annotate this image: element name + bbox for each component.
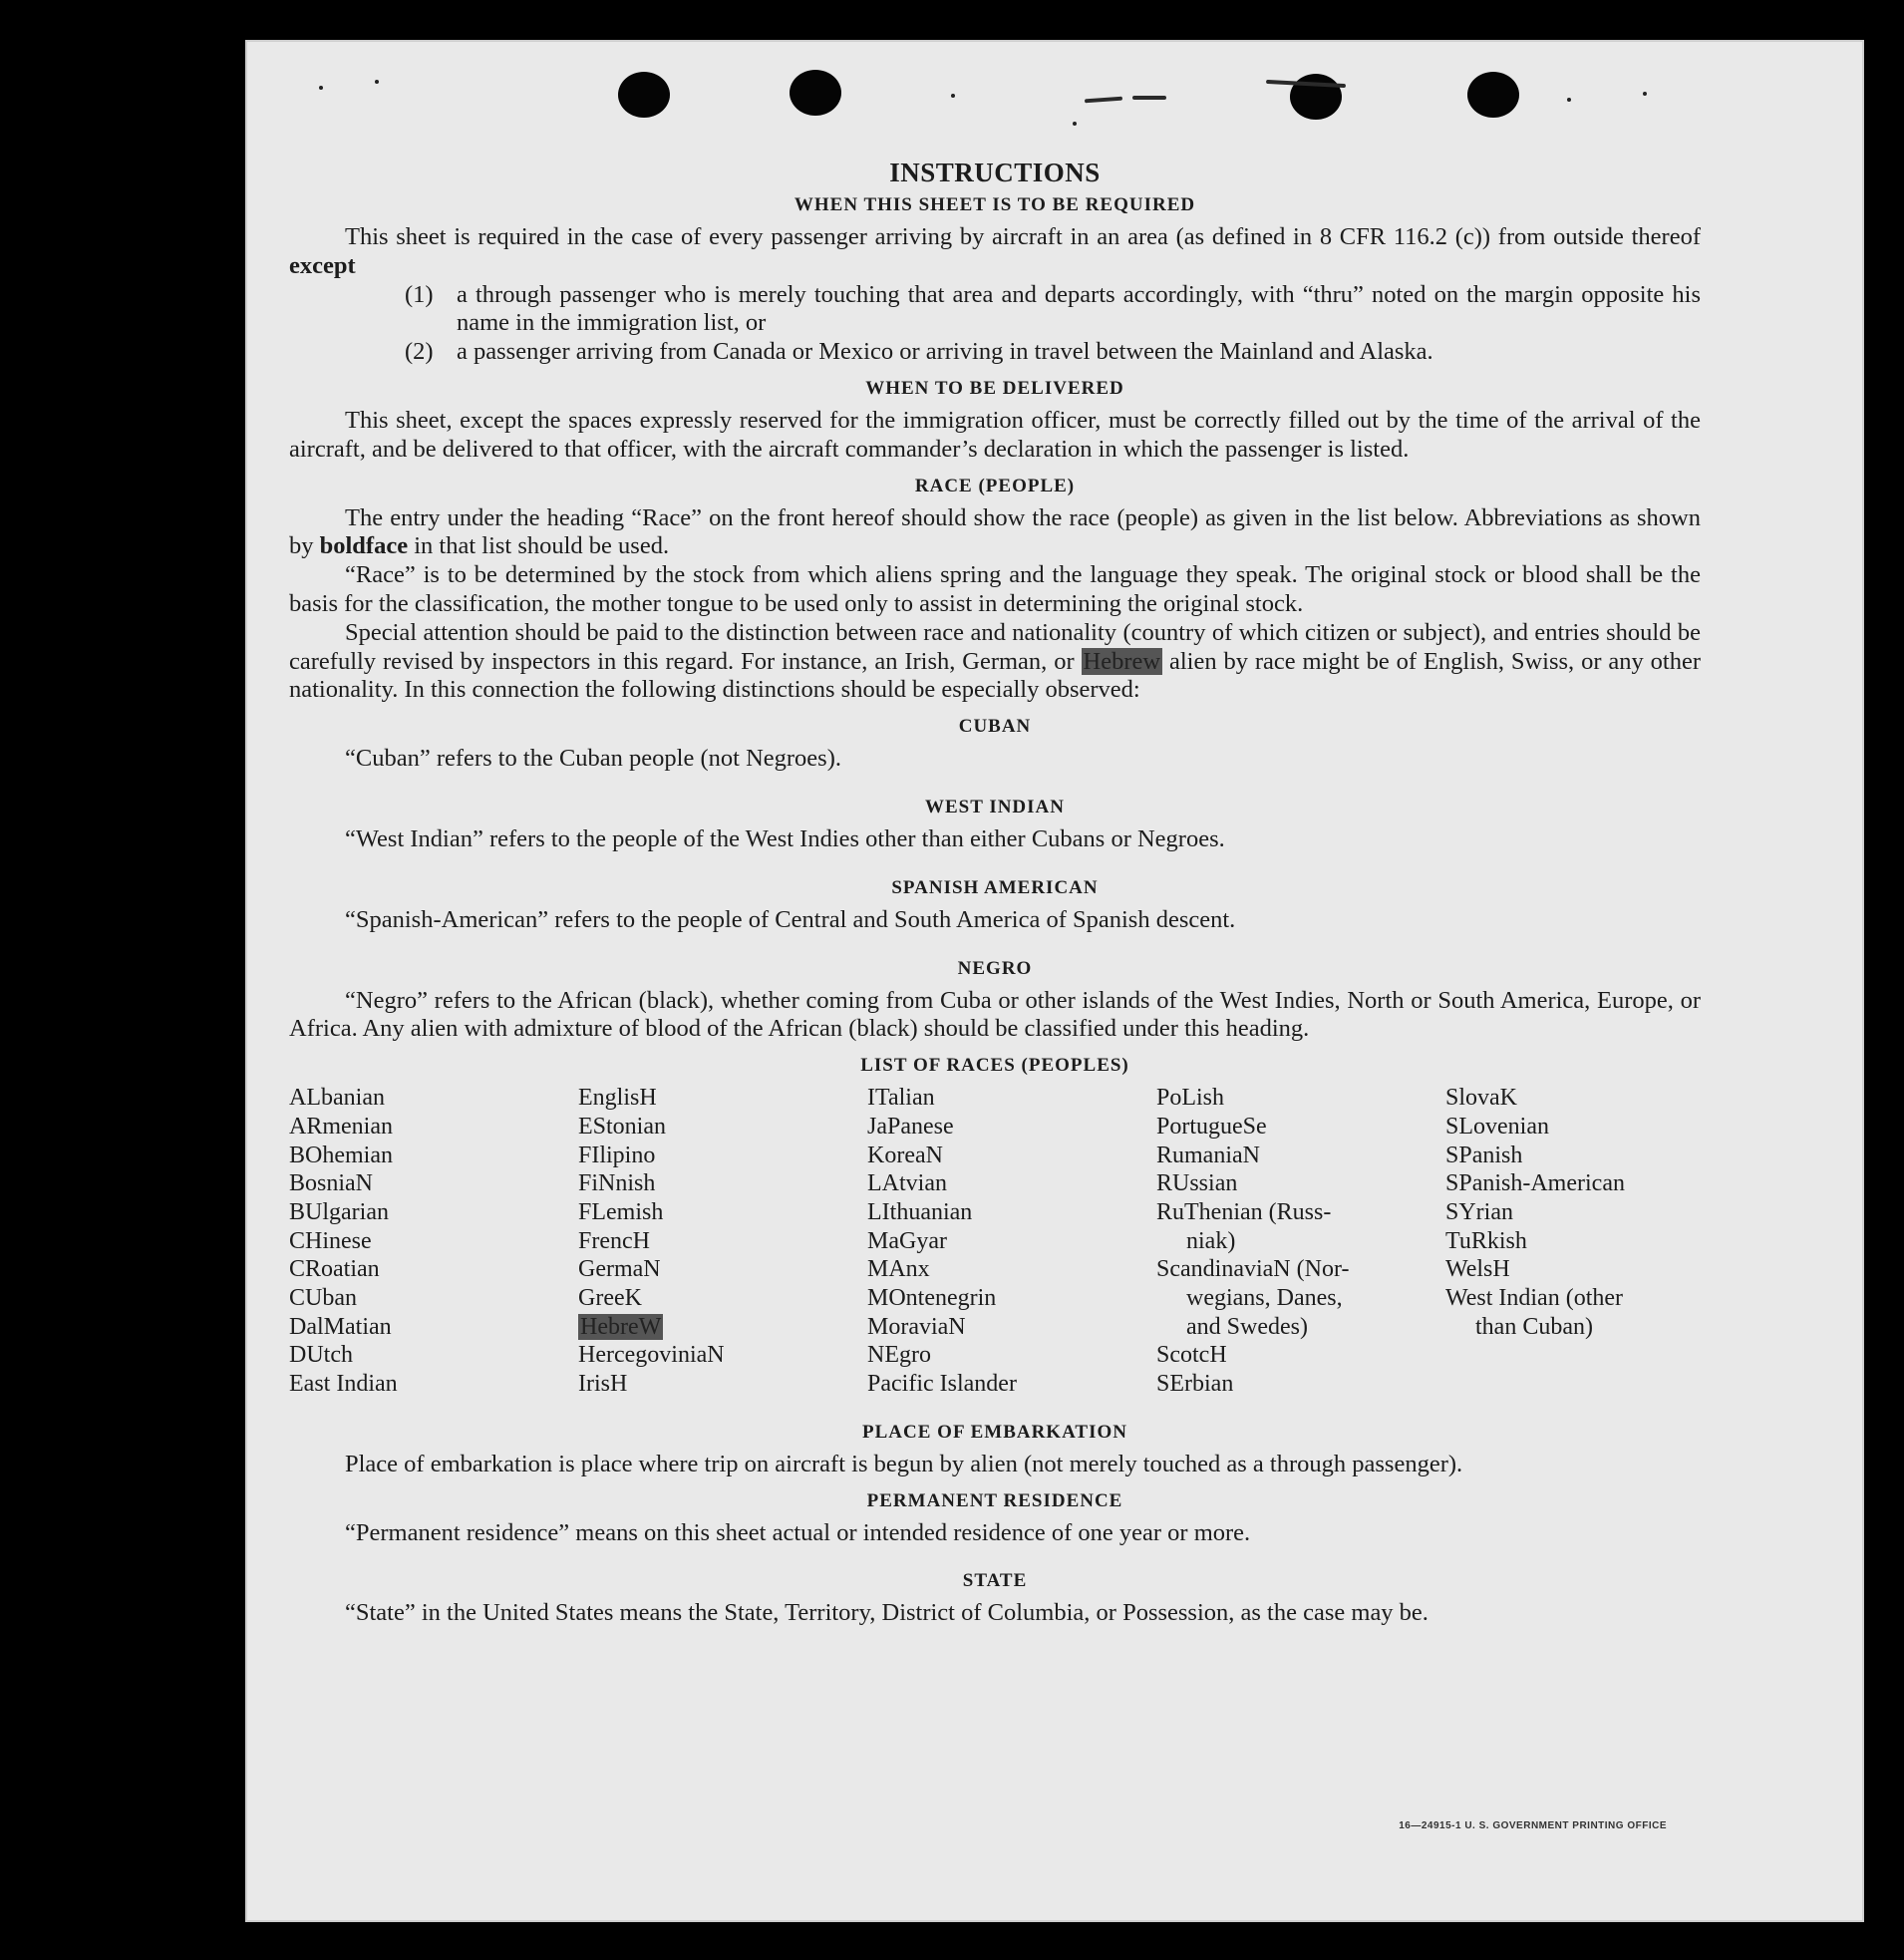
race-label: MAnx: [867, 1256, 930, 1283]
clause-2: [289, 338, 1701, 367]
race-label: RuThenian (Russ-: [1156, 1198, 1332, 1225]
race-item: [1445, 1113, 1701, 1142]
race-item: [578, 1341, 867, 1370]
race-item: [1156, 1142, 1445, 1170]
race-p1-boldface: boldface: [319, 532, 409, 560]
race-item: [1156, 1284, 1445, 1313]
redacted-word: Hebrew: [1083, 647, 1161, 675]
race-item: [289, 1284, 578, 1313]
section-heading-spanish-american: SPANISH AMERICAN: [891, 876, 1099, 898]
clause-1: [289, 281, 1701, 339]
race-label: HercegoviniaN: [578, 1342, 725, 1369]
race-item: [867, 1284, 1156, 1313]
race-label: niak): [1186, 1227, 1236, 1254]
section-heading-west-indian: WEST INDIAN: [925, 796, 1065, 817]
speck: [1073, 122, 1077, 126]
race-item: [289, 1313, 578, 1342]
race-label: DalMatian: [289, 1313, 392, 1340]
speck: [1643, 92, 1647, 96]
race-label: EnglisH: [578, 1085, 657, 1112]
spacer: [289, 935, 1701, 947]
races-list: [289, 1084, 1701, 1399]
spacer: [289, 774, 1701, 786]
scratch-mark: [1085, 97, 1122, 104]
race-item: [1156, 1370, 1445, 1399]
race-item: [289, 1227, 578, 1256]
race-label: SYrian: [1445, 1198, 1513, 1225]
race-label: ITalian: [867, 1085, 935, 1112]
race-label: RUssian: [1156, 1170, 1238, 1197]
race-item: [1156, 1341, 1445, 1370]
race-item: [1156, 1198, 1445, 1227]
punch-hole: [1467, 72, 1519, 118]
races-column-4: [1156, 1084, 1445, 1399]
race-label: BUlgarian: [289, 1198, 389, 1225]
speck: [1567, 98, 1571, 102]
state-text: “State” in the United States means the State, Territory, District of Columbia, or Possession, as the case may be.: [345, 1599, 1428, 1627]
race-label: FLemish: [578, 1198, 664, 1225]
cuban-text: “Cuban” refers to the Cuban people (not Negroes).: [345, 745, 841, 773]
punch-hole: [790, 70, 841, 116]
race-item: [1445, 1169, 1701, 1198]
race-label: PortugueSe: [1156, 1113, 1267, 1140]
race-item: [867, 1198, 1156, 1227]
race-item: [289, 1370, 578, 1399]
section-heading-negro: NEGRO: [957, 957, 1033, 979]
document-sheet: [245, 40, 1864, 1922]
races-column-5: [1445, 1084, 1701, 1399]
race-p1-text-b: in that list should be used.: [408, 532, 670, 560]
required-intro: [289, 223, 1701, 281]
race-label: MOntenegrin: [867, 1285, 997, 1312]
spanish-american-text: “Spanish-American” refers to the people of Central and South America of Spanish descent.: [345, 905, 1236, 933]
speck: [319, 86, 323, 90]
race-label: MoraviaN: [867, 1313, 966, 1340]
section-heading-residence: PERMANENT RESIDENCE: [866, 1489, 1123, 1511]
race-paragraph-3: [289, 619, 1701, 705]
clause-2-number: (2): [405, 338, 434, 366]
races-column-2: [578, 1084, 867, 1399]
race-item: [578, 1142, 867, 1170]
clause-2-text: a passenger arriving from Canada or Mexico or arriving in travel between the Mainland and Alaska.: [457, 338, 1433, 366]
race-label: ARmenian: [289, 1113, 393, 1140]
race-item: [867, 1341, 1156, 1370]
race-label: DUtch: [289, 1342, 353, 1369]
race-item: [289, 1198, 578, 1227]
race-label: HebreW: [580, 1313, 662, 1340]
race-item: [1445, 1284, 1701, 1313]
race-label: SlovaK: [1445, 1085, 1517, 1112]
race-item: [1445, 1142, 1701, 1170]
race-label: SPanish: [1445, 1142, 1523, 1168]
race-label: EStonian: [578, 1113, 666, 1140]
race-label: ScotcH: [1156, 1342, 1227, 1369]
spacer: [289, 1399, 1701, 1411]
race-item: [867, 1084, 1156, 1113]
races-column-3: [867, 1084, 1156, 1399]
speck: [951, 94, 955, 98]
race-item: [289, 1169, 578, 1198]
race-paragraph-2: “Race” is to be determined by the stock from which aliens spring and the language they speak. The original stock or blood shall be the basis for the classification, the mother tongue to be used only to assist in determining the original stock.: [289, 561, 1701, 617]
race-p3-text-a: Special attention should be paid to the distinction between race and nationality (country of which citizen or subject), and entries should be carefully revised by inspectors in this regard. For instance, an Irish, German, or: [289, 618, 1701, 675]
scratch-mark: [1132, 96, 1166, 100]
race-label: GreeK: [578, 1285, 642, 1312]
speck: [375, 80, 379, 84]
race-label: CHinese: [289, 1227, 372, 1254]
race-item: [289, 1341, 578, 1370]
printing-office-code: 16—24915-1 U. S. GOVERNMENT PRINTING OFFICE: [1399, 1820, 1667, 1831]
race-item: [578, 1169, 867, 1198]
section-heading-cuban: CUBAN: [958, 716, 1032, 738]
race-label: RumaniaN: [1156, 1142, 1260, 1168]
spacer: [289, 1547, 1701, 1559]
race-item: [289, 1255, 578, 1284]
section-heading-race: RACE (PEOPLE): [914, 475, 1076, 496]
race-label: MaGyar: [867, 1227, 947, 1254]
section-heading-list: LIST OF RACES (PEOPLES): [860, 1055, 1129, 1077]
race-label: LAtvian: [867, 1170, 947, 1197]
race-label: SErbian: [1156, 1371, 1234, 1398]
race-label: Pacific Islander: [867, 1371, 1017, 1398]
section-heading-embarkation: PLACE OF EMBARKATION: [862, 1421, 1127, 1443]
race-item: [578, 1255, 867, 1284]
race-item: [867, 1142, 1156, 1170]
required-intro-text: This sheet is required in the case of every passenger arriving by aircraft in an area (as defined in 8 CFR 116.2 (c)) from outside thereof: [345, 223, 1701, 250]
race-label: East Indian: [289, 1371, 398, 1398]
race-label: SLovenian: [1445, 1113, 1549, 1140]
races-column-1: [289, 1084, 578, 1399]
race-item: [867, 1169, 1156, 1198]
race-label: ScandinaviaN (Nor-: [1156, 1256, 1350, 1283]
race-item: [1445, 1313, 1701, 1342]
section-heading-required: WHEN THIS SHEET IS TO BE REQUIRED: [793, 194, 1196, 215]
race-label: NEgro: [867, 1342, 931, 1369]
race-label: IrisH: [578, 1371, 628, 1398]
race-p1-text-a: The entry under the heading “Race” on the front hereof should show the race (people) as given in the list below. Abbreviations as shown by: [289, 503, 1701, 560]
race-item: [867, 1255, 1156, 1284]
punch-hole: [618, 72, 670, 118]
race-item: [867, 1227, 1156, 1256]
race-item: [1445, 1198, 1701, 1227]
race-item: [289, 1084, 578, 1113]
race-label: JaPanese: [867, 1113, 954, 1140]
race-label: CRoatian: [289, 1256, 380, 1283]
required-intro-except: except: [289, 251, 356, 279]
section-heading-state: STATE: [962, 1570, 1028, 1592]
race-p3-text-b: alien by race might be of English, Swiss, or any other nationality. In this connection the following distinctions should be especially observed:: [289, 647, 1701, 704]
race-item: [1156, 1313, 1445, 1342]
race-label: GermaN: [578, 1256, 661, 1283]
race-label: KoreaN: [867, 1142, 943, 1168]
race-item: [578, 1198, 867, 1227]
race-item: [289, 1113, 578, 1142]
race-item: [1445, 1227, 1701, 1256]
race-label: SPanish-American: [1445, 1170, 1625, 1197]
race-label: PoLish: [1156, 1085, 1225, 1112]
race-label: ALbanian: [289, 1085, 385, 1112]
embarkation-text: Place of embarkation is place where trip on aircraft is begun by alien (not merely touched as a through passenger).: [345, 1450, 1463, 1477]
spacer: [289, 854, 1701, 866]
race-item: [1445, 1255, 1701, 1284]
race-item: [1156, 1255, 1445, 1284]
race-item: [578, 1084, 867, 1113]
race-paragraph-1: [289, 504, 1701, 562]
race-label: FIlipino: [578, 1142, 656, 1168]
race-item: [578, 1284, 867, 1313]
race-item: [578, 1370, 867, 1399]
race-label: CUban: [289, 1285, 357, 1312]
race-item: [867, 1113, 1156, 1142]
race-label: TuRkish: [1445, 1227, 1527, 1254]
race-label: WelsH: [1445, 1256, 1510, 1283]
residence-text: “Permanent residence” means on this sheet actual or intended residence of one year or more.: [345, 1518, 1251, 1546]
race-label: FiNnish: [578, 1170, 656, 1197]
section-heading-delivered: WHEN TO BE DELIVERED: [865, 377, 1124, 399]
race-item: [289, 1142, 578, 1170]
race-item: [1445, 1084, 1701, 1113]
race-label: wegians, Danes,: [1186, 1285, 1343, 1312]
race-label: than Cuban): [1475, 1313, 1593, 1340]
race-item: [867, 1370, 1156, 1399]
race-item: [1156, 1113, 1445, 1142]
race-label: West Indian (other: [1445, 1285, 1624, 1312]
west-indian-text: “West Indian” refers to the people of the West Indies other than either Cubans or Negroes.: [345, 824, 1225, 852]
page-title: INSTRUCTIONS: [889, 158, 1101, 187]
clause-1-number: (1): [405, 280, 434, 308]
race-label: and Swedes): [1186, 1313, 1308, 1340]
race-label: FrencH: [578, 1227, 650, 1254]
race-item: [1156, 1084, 1445, 1113]
race-item: [578, 1227, 867, 1256]
race-item: [1156, 1227, 1445, 1256]
document-body: [289, 156, 1701, 1628]
race-label: LIthuanian: [867, 1198, 973, 1225]
clause-1-text: a through passenger who is merely touching that area and departs accordingly, with “thru” noted on the margin opposite his name in the immigration list, or: [457, 280, 1701, 337]
race-item: [578, 1313, 867, 1342]
race-label: BosniaN: [289, 1170, 373, 1197]
race-item: [867, 1313, 1156, 1342]
delivered-text: This sheet, except the spaces expressly reserved for the immigration officer, must be correctly filled out by the time of the arrival of the aircraft, and be delivered to that officer, with the aircraft commander’s declaration in which the passenger is listed.: [289, 406, 1701, 463]
race-label: BOhemian: [289, 1142, 393, 1168]
race-item: [578, 1113, 867, 1142]
negro-text: “Negro” refers to the African (black), whether coming from Cuba or other islands of the West Indies, North or South America, Europe, or Africa. Any alien with admixture of blood of the African (black) should be classified under this heading.: [289, 986, 1701, 1043]
race-item: [1156, 1169, 1445, 1198]
